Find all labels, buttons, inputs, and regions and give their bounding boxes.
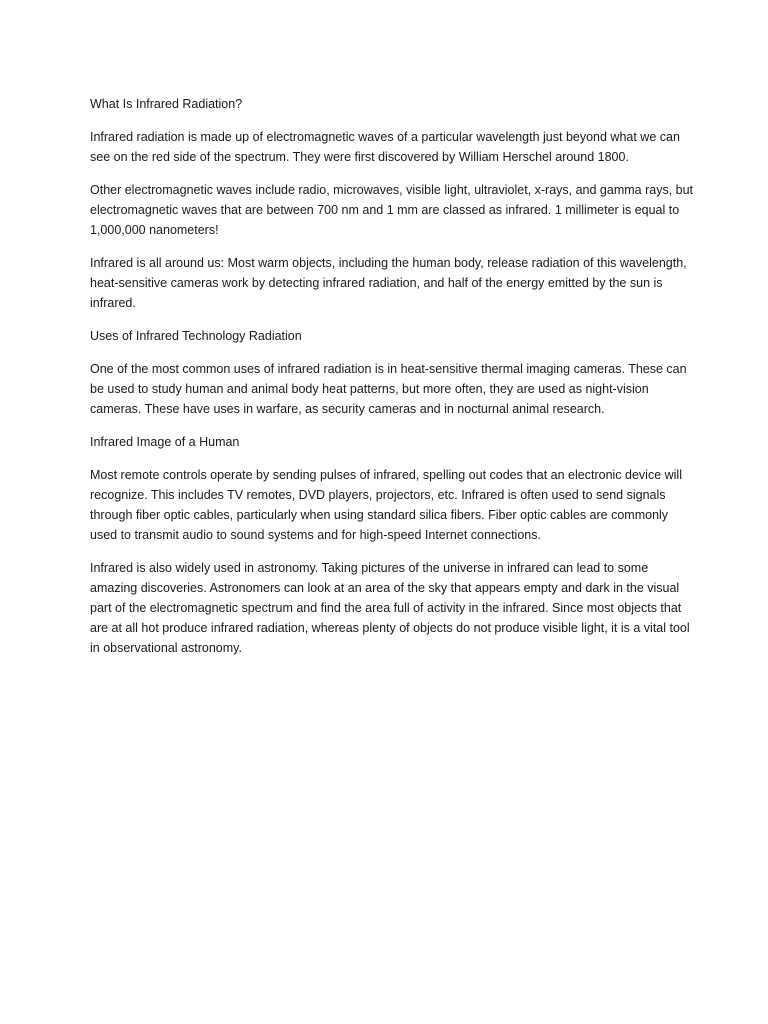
paragraph: Most remote controls operate by sending pulses of infrared, spelling out codes that an electronic device will recognize. This includes TV remotes, DVD players, projectors, etc. Infrared is often used to send signals through fiber optic cables, particularly when using standard silica fibers. Fiber optic cables are commonly used to transmit audio to sound systems and for high-speed Internet connections.: [90, 468, 682, 542]
paragraph: Other electromagnetic waves include radio, microwaves, visible light, ultraviolet, x-rays, and gamma rays, but electromagnetic waves that are between 700 nm and 1 mm are classed as infrared. 1 millimeter is equal to 1,000,000 nanometers!: [90, 183, 694, 237]
paragraph: Infrared is all around us: Most warm objects, including the human body, release radiation of this wavelength, heat-sensitive cameras work by detecting infrared radiation, and half of the energy emitted by the sun is infrared.: [90, 256, 687, 310]
section-heading: Uses of Infrared Technology Radiation: [90, 329, 302, 343]
paragraph: Infrared radiation is made up of electromagnetic waves of a particular wavelength just beyond what we can see on the red side of the spectrum. They were first discovered by William Herschel around 1800.: [90, 130, 680, 164]
section-heading: What Is Infrared Radiation?: [90, 97, 243, 111]
paragraph: Infrared is also widely used in astronomy. Taking pictures of the universe in infrared can lead to some amazing discoveries. Astronomers can look at an area of the sky that appears empty and dark in the visual part of the electromagnetic spectrum and find the area full of activity in the infrared. Since most objects that are at all hot produce infrared radiation, whereas plenty of objects do not produce visible light, it is a vital tool in observational astronomy.: [90, 561, 690, 655]
paragraph: One of the most common uses of infrared radiation is in heat-sensitive thermal imaging cameras. These can be used to study human and animal body heat patterns, but more often, they are used as night-vision cameras. These have uses in warfare, as security cameras and in nocturnal animal research.: [90, 362, 687, 416]
section-heading: Infrared Image of a Human: [90, 435, 240, 449]
